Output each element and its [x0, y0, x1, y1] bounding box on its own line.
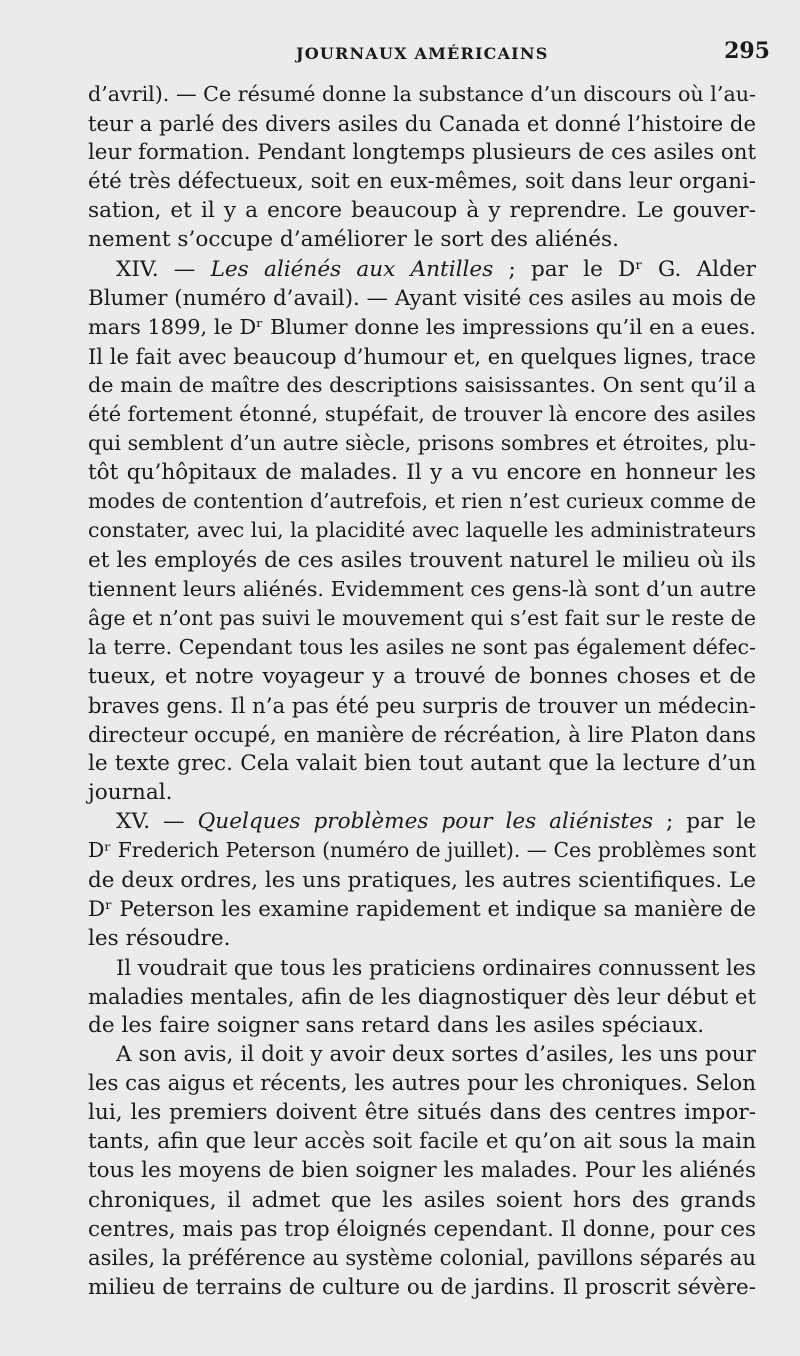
line-text: tous les moyens de bien soigner les malades. Pour les aliénés [88, 1158, 756, 1184]
text-line [88, 1127, 756, 1156]
text-line [88, 487, 756, 516]
line-text: nement s’occupe d’améliorer le sort des aliénés. [88, 227, 619, 253]
line-text: modes de contention d’autrefois, et rien n’est curieux comme de [88, 489, 756, 514]
text-line [88, 371, 756, 400]
text-line [88, 575, 756, 604]
line-text: Dʳ Frederich Peterson (numéro de juillet). — Ces problèmes sont [88, 838, 756, 863]
text-line [88, 953, 756, 982]
line-text: ; par le Dʳ G. Alder [493, 256, 756, 282]
line-text: les résoudre. [88, 925, 231, 951]
text-line [88, 342, 756, 371]
line-text: les cas aigus et récents, les autres pour les chroniques. Selon [88, 1071, 756, 1097]
text-line [88, 1156, 756, 1185]
line-text: de les faire soigner sans retard dans les asiles spéciaux. [88, 1013, 705, 1038]
text-line [88, 1069, 756, 1098]
line-text: mars 1899, le Dʳ Blumer donne les impressions qu’il en a eues. [88, 314, 756, 339]
text-line [88, 255, 756, 284]
line-text: Dʳ Peterson les examine rapidement et indique sa manière de [88, 896, 756, 922]
line-text: et les employés de ces asiles trouvent naturel le milieu où ils [88, 547, 756, 573]
text-line [88, 138, 756, 167]
text-line [88, 720, 756, 749]
line-text: qui semblent d’un autre siècle, prisons sombres et étroites, plu- [88, 431, 756, 456]
text-line [88, 80, 756, 109]
line-text: Il le fait avec beaucoup d’humour et, en quelques lignes, trace [88, 343, 756, 369]
line-text: lui, les premiers doivent être situés dans des centres impor- [88, 1100, 756, 1126]
text-line [88, 1098, 756, 1127]
text-line [88, 604, 756, 633]
text-line [88, 400, 756, 429]
text-line [88, 313, 756, 342]
text-line [88, 1011, 756, 1040]
line-text: chroniques, il admet que les asiles soient hors des grands [88, 1187, 756, 1213]
line-text: la terre. Cependant tous les asiles ne sont pas également défec- [88, 634, 756, 659]
text-line [88, 429, 756, 458]
text-line [88, 662, 756, 691]
running-head: JOURNAUX AMÉRICAINS [296, 44, 549, 63]
line-text: d’avril). — Ce résumé donne la substance d’un discours où l’au- [88, 82, 756, 106]
section-number: XV. — [116, 809, 198, 835]
line-text: Il voudrait que tous les praticiens ordinaires connussent les [116, 954, 756, 980]
line-text: leur formation. Pendant longtemps plusieurs de ces asiles ont [88, 140, 757, 166]
line-text: été très défectueux, soit en eux-mêmes, soit dans leur organi- [88, 169, 756, 195]
line-text: le texte grec. Cela valait bien tout autant que la lecture d’un [88, 751, 756, 777]
text-line [88, 691, 756, 720]
line-text: braves gens. Il n’a pas été peu surpris de trouver un médecin- [88, 692, 756, 718]
text-line [88, 167, 756, 196]
line-text: ; par le [653, 809, 756, 835]
line-text: de main de maître des descriptions saisissantes. On sent qu’il a [88, 372, 756, 397]
body-text [88, 80, 756, 1302]
text-line [88, 895, 756, 924]
text-line [88, 807, 756, 836]
text-line [88, 196, 756, 225]
line-text: tants, afin que leur accès soit facile et qu’on ait sous la main [88, 1129, 756, 1155]
line-text: tueux, et notre voyageur y a trouvé de bonnes choses et de [88, 663, 756, 689]
text-line [88, 633, 756, 662]
text-line [88, 1186, 756, 1215]
page-number: 295 [724, 38, 770, 64]
text-line [88, 109, 756, 138]
line-text: A son avis, il doit y avoir deux sortes d’asiles, les uns pour [116, 1042, 756, 1068]
text-line [88, 778, 756, 807]
text-line [88, 1244, 756, 1273]
line-text: Blumer (numéro d’avail). — Ayant visité ces asiles au mois de [88, 285, 756, 311]
text-line [88, 1215, 756, 1244]
text-line [88, 284, 756, 313]
text-line [88, 546, 756, 575]
line-text: âge et n’ont pas suivi le mouvement qui s’est fait sur le reste de [88, 605, 756, 630]
text-line [88, 516, 756, 545]
line-text: centres, mais pas trop éloignés cependant. Il donne, pour ces [88, 1216, 756, 1242]
line-text: directeur occupé, en manière de récréation, à lire Platon dans [88, 722, 756, 748]
line-text: de deux ordres, les uns pratiques, les autres scientifiques. Le [88, 867, 756, 893]
text-line [88, 458, 756, 487]
line-text: sation, et il y a encore beaucoup à y reprendre. Le gouver- [88, 198, 756, 224]
text-line [88, 924, 756, 953]
text-line [88, 225, 756, 254]
text-line [88, 866, 756, 895]
line-text: tiennent leurs aliénés. Evidemment ces gens-là sont d’un autre [88, 576, 757, 601]
article-title: Les aliénés aux Antilles [210, 256, 494, 282]
line-text: tôt qu’hôpitaux de malades. Il y a vu encore en honneur les [88, 460, 756, 486]
text-line [88, 982, 756, 1011]
line-text: asiles, la préférence au système colonial, pavillons séparés au [88, 1245, 756, 1271]
line-text: journal. [88, 780, 173, 806]
line-text: constater, avec lui, la placidité avec laquelle les administrateurs [88, 518, 756, 543]
text-line [88, 1040, 756, 1069]
text-line [88, 749, 756, 778]
text-line [88, 1273, 756, 1302]
line-text: teur a parlé des divers asiles du Canada et donné l’histoire de [88, 111, 756, 137]
text-line [88, 836, 756, 865]
article-title: Quelques problèmes pour les aliénistes [197, 809, 654, 835]
line-text: maladies mentales, afin de les diagnostiquer dès leur début et [88, 983, 756, 1009]
line-text: été fortement étonné, stupéfait, de trouver là encore des asiles [88, 402, 756, 427]
page-header [0, 38, 800, 68]
section-number: XIV. — [116, 256, 211, 282]
line-text: milieu de terrains de culture ou de jardins. Il proscrit sévère- [88, 1274, 756, 1300]
